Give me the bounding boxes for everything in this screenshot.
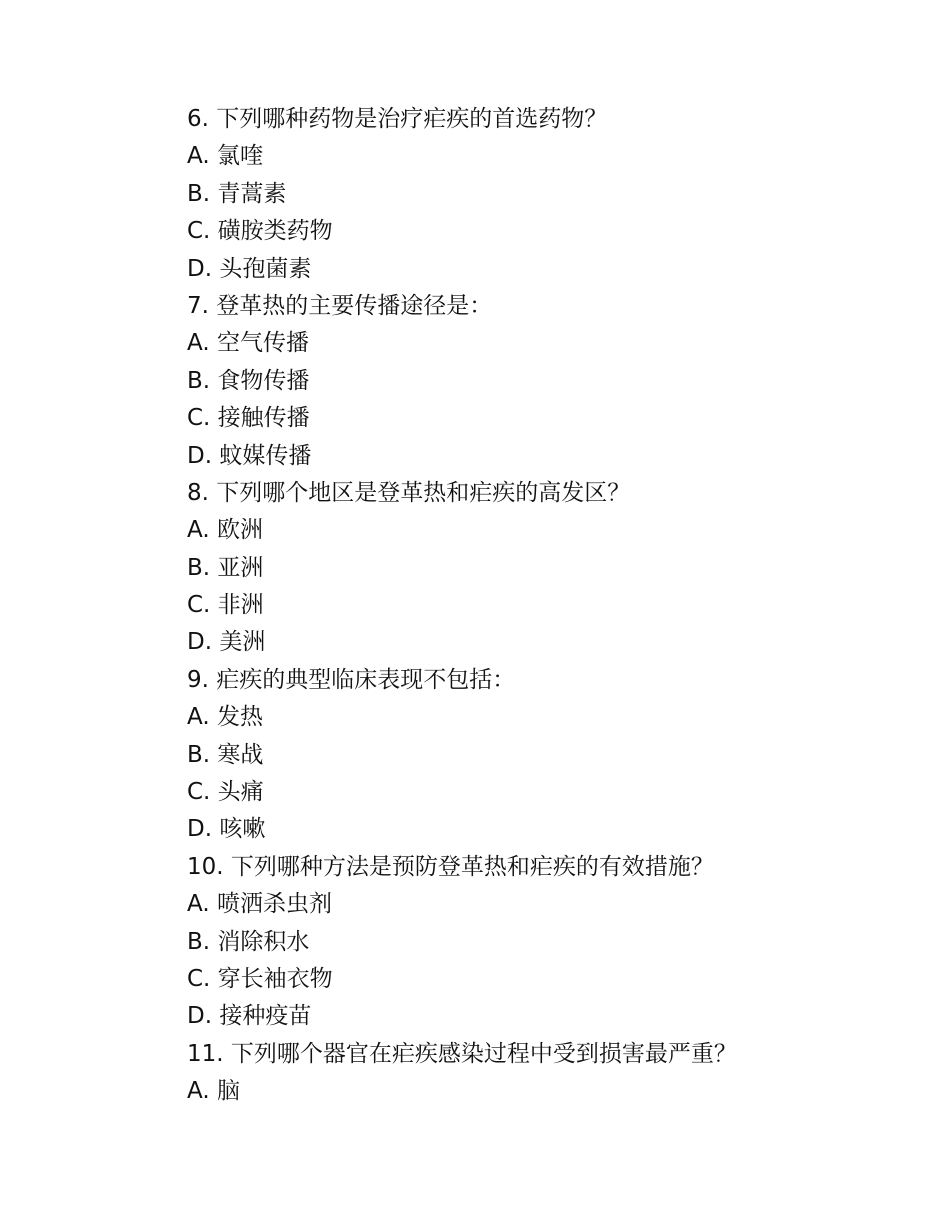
option-6d: D. 头孢菌素 [187,255,312,282]
question-6: 6. 下列哪种药物是治疗疟疾的首选药物？ [187,106,608,132]
option-7c: C. 接触传播 [187,405,310,432]
option-9a: A. 发热 [187,704,263,731]
question-8: 8. 下列哪个地区是登革热和疟疾的高发区？ [187,479,631,506]
option-8c: C. 非洲 [187,592,264,619]
option-6a: A. 氯喹 [187,143,263,170]
option-10d: D. 接种疫苗 [187,1003,312,1030]
option-11a: A. 脑 [187,1078,240,1105]
question-list [187,101,907,1111]
question-11: 11. 下列哪个器官在疟疾感染过程中受到损害最严重？ [187,1040,737,1067]
option-8a: A. 欧洲 [187,517,263,544]
option-7b: B. 食物传播 [187,367,310,394]
option-7d: D. 蚊媒传播 [187,442,312,469]
option-7a: A. 空气传播 [187,330,309,357]
option-9d: D. 咳嗽 [187,816,266,843]
option-8d: D. 美洲 [187,629,266,656]
option-6c: C. 磺胺类药物 [187,218,333,245]
question-10: 10. 下列哪种方法是预防登革热和疟疾的有效措施？ [187,853,714,880]
option-10c: C. 穿长袖衣物 [187,965,333,992]
question-9: 9. 疟疾的典型临床表现不包括： [187,666,516,693]
option-9c: C. 头痛 [187,779,264,806]
option-9b: B. 寒战 [187,741,264,768]
option-6b: B. 青蒿素 [187,180,287,207]
option-10b: B. 消除积水 [187,928,310,955]
option-10a: A. 喷洒杀虫剂 [187,891,332,918]
option-8b: B. 亚洲 [187,554,264,581]
question-7: 7. 登革热的主要传播途径是： [187,292,493,319]
